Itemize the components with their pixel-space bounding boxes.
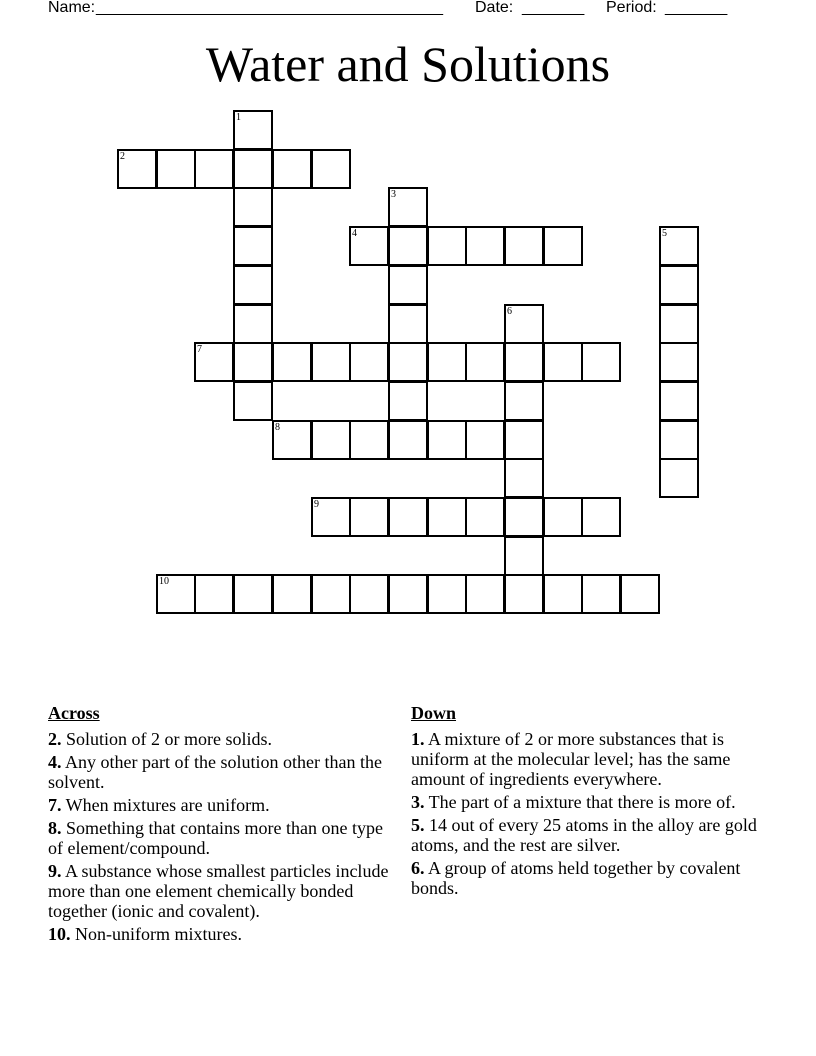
grid-cell[interactable] bbox=[543, 226, 583, 266]
grid-cell[interactable] bbox=[233, 187, 273, 227]
grid-cell[interactable] bbox=[272, 420, 312, 460]
clue-number: 9 bbox=[314, 499, 319, 510]
clue-number: 5 bbox=[662, 228, 667, 239]
grid-cell[interactable] bbox=[388, 226, 428, 266]
clue-item bbox=[48, 924, 393, 944]
grid-cell[interactable] bbox=[504, 458, 544, 498]
grid-cell[interactable] bbox=[504, 381, 544, 421]
clue-number: 1 bbox=[236, 112, 241, 123]
clue-number: 10 bbox=[159, 576, 169, 587]
grid-cell[interactable] bbox=[504, 226, 544, 266]
grid-cell[interactable] bbox=[465, 574, 505, 614]
grid-cell[interactable] bbox=[465, 342, 505, 382]
across-clues bbox=[48, 703, 393, 947]
across-clue-list bbox=[48, 729, 393, 944]
grid-cell[interactable] bbox=[543, 342, 583, 382]
grid-cell[interactable] bbox=[272, 342, 312, 382]
clue-item bbox=[411, 792, 771, 812]
grid-cell[interactable] bbox=[388, 497, 428, 537]
grid-cell[interactable] bbox=[504, 536, 544, 576]
name-field[interactable]: _______________________________________ bbox=[96, 0, 444, 16]
grid-cell[interactable] bbox=[581, 497, 621, 537]
grid-cell[interactable] bbox=[388, 187, 428, 227]
grid-cell[interactable] bbox=[465, 497, 505, 537]
grid-cell[interactable] bbox=[543, 574, 583, 614]
clue-item-number: 10. bbox=[48, 924, 71, 944]
grid-cell[interactable] bbox=[311, 574, 351, 614]
grid-cell[interactable] bbox=[349, 226, 389, 266]
grid-cell[interactable] bbox=[659, 342, 699, 382]
grid-cell[interactable] bbox=[194, 342, 234, 382]
grid-cell[interactable] bbox=[194, 574, 234, 614]
grid-cell[interactable] bbox=[659, 265, 699, 305]
grid-cell[interactable] bbox=[272, 149, 312, 189]
grid-cell[interactable] bbox=[659, 458, 699, 498]
grid-cell[interactable] bbox=[659, 381, 699, 421]
clue-number: 4 bbox=[352, 228, 357, 239]
clue-item bbox=[48, 861, 393, 921]
clue-number: 6 bbox=[507, 306, 512, 317]
grid-cell[interactable] bbox=[427, 420, 467, 460]
clue-item-text: A mixture of 2 or more substances that is uniform at the molecular level; has the same amount of ingredients everywhere. bbox=[411, 729, 731, 789]
grid-cell[interactable] bbox=[233, 110, 273, 150]
grid-cell[interactable] bbox=[543, 497, 583, 537]
grid-cell[interactable] bbox=[504, 420, 544, 460]
grid-cell[interactable] bbox=[349, 342, 389, 382]
clue-item-number: 2. bbox=[48, 729, 62, 749]
grid-cell[interactable] bbox=[465, 226, 505, 266]
grid-cell[interactable] bbox=[504, 342, 544, 382]
clue-item bbox=[48, 729, 393, 749]
period-label: Period: bbox=[606, 0, 657, 16]
grid-cell[interactable] bbox=[233, 574, 273, 614]
period-field[interactable]: _______ bbox=[665, 0, 728, 16]
grid-cell[interactable] bbox=[504, 304, 544, 344]
grid-cell[interactable] bbox=[156, 574, 196, 614]
grid-cell[interactable] bbox=[156, 149, 196, 189]
clue-item bbox=[48, 795, 393, 815]
grid-cell[interactable] bbox=[349, 420, 389, 460]
grid-cell[interactable] bbox=[504, 497, 544, 537]
clue-item bbox=[48, 818, 393, 858]
grid-cell[interactable] bbox=[311, 342, 351, 382]
grid-cell[interactable] bbox=[659, 304, 699, 344]
grid-cell[interactable] bbox=[311, 149, 351, 189]
clue-item bbox=[48, 752, 393, 792]
grid-cell[interactable] bbox=[233, 304, 273, 344]
clue-item-text: When mixtures are uniform. bbox=[61, 795, 270, 815]
clue-number: 3 bbox=[391, 189, 396, 200]
clue-item-number: 3. bbox=[411, 792, 425, 812]
grid-cell[interactable] bbox=[427, 574, 467, 614]
grid-cell[interactable] bbox=[388, 342, 428, 382]
down-clues bbox=[411, 703, 771, 901]
date-label: Date: bbox=[475, 0, 514, 16]
grid-cell[interactable] bbox=[504, 574, 544, 614]
grid-cell[interactable] bbox=[233, 342, 273, 382]
grid-cell[interactable] bbox=[427, 497, 467, 537]
clue-item-number: 8. bbox=[48, 818, 62, 838]
grid-cell[interactable] bbox=[233, 149, 273, 189]
clue-item-number: 6. bbox=[411, 858, 425, 878]
clue-item-text: The part of a mixture that there is more of. bbox=[424, 792, 736, 812]
grid-cell[interactable] bbox=[233, 381, 273, 421]
grid-cell[interactable] bbox=[311, 497, 351, 537]
grid-cell[interactable] bbox=[349, 574, 389, 614]
grid-cell[interactable] bbox=[388, 304, 428, 344]
grid-cell[interactable] bbox=[465, 420, 505, 460]
grid-cell[interactable] bbox=[388, 420, 428, 460]
clue-item-text: Solution of 2 or more solids. bbox=[61, 729, 272, 749]
clue-item bbox=[411, 815, 771, 855]
clue-item-number: 7. bbox=[48, 795, 62, 815]
down-heading: Down bbox=[411, 703, 457, 723]
grid-cell[interactable] bbox=[427, 342, 467, 382]
across-heading: Across bbox=[48, 703, 100, 723]
clue-item-number: 5. bbox=[411, 815, 425, 835]
clue-item bbox=[411, 858, 771, 898]
clue-number: 2 bbox=[120, 151, 125, 162]
grid-cell[interactable] bbox=[233, 226, 273, 266]
clue-item-text: A group of atoms held together by covalent bonds. bbox=[411, 858, 741, 898]
clue-number: 8 bbox=[275, 422, 280, 433]
clue-item-text: Any other part of the solution other than the solvent. bbox=[48, 752, 382, 792]
name-label: Name: bbox=[48, 0, 96, 16]
grid-cell[interactable] bbox=[659, 420, 699, 460]
grid-cell[interactable] bbox=[581, 342, 621, 382]
clue-item-number: 1. bbox=[411, 729, 425, 749]
clue-item bbox=[411, 729, 771, 789]
clue-item-number: 4. bbox=[48, 752, 62, 772]
clue-item-text: Non-uniform mixtures. bbox=[70, 924, 242, 944]
grid-cell[interactable] bbox=[620, 574, 660, 614]
grid-cell[interactable] bbox=[233, 265, 273, 305]
grid-cell[interactable] bbox=[388, 265, 428, 305]
grid-cell[interactable] bbox=[427, 226, 467, 266]
grid-cell[interactable] bbox=[581, 574, 621, 614]
clue-item-text: A substance whose smallest particles include more than one element chemically bonded together (ionic and covalent). bbox=[48, 861, 389, 921]
grid-cell[interactable] bbox=[659, 226, 699, 266]
grid-cell[interactable] bbox=[311, 420, 351, 460]
grid-cell[interactable] bbox=[117, 149, 157, 189]
clue-item-number: 9. bbox=[48, 861, 62, 881]
clue-number: 7 bbox=[197, 344, 202, 355]
down-clue-list bbox=[411, 729, 771, 898]
page-title: Water and Solutions bbox=[205, 36, 611, 92]
clue-item-text: Something that contains more than one type of element/compound. bbox=[48, 818, 383, 858]
date-field[interactable]: _______ bbox=[522, 0, 585, 16]
grid-cell[interactable] bbox=[194, 149, 234, 189]
grid-cell[interactable] bbox=[388, 574, 428, 614]
grid-cell[interactable] bbox=[272, 574, 312, 614]
clue-item-text: 14 out of every 25 atoms in the alloy are gold atoms, and the rest are silver. bbox=[411, 815, 757, 855]
grid-cell[interactable] bbox=[388, 381, 428, 421]
grid-cell[interactable] bbox=[349, 497, 389, 537]
